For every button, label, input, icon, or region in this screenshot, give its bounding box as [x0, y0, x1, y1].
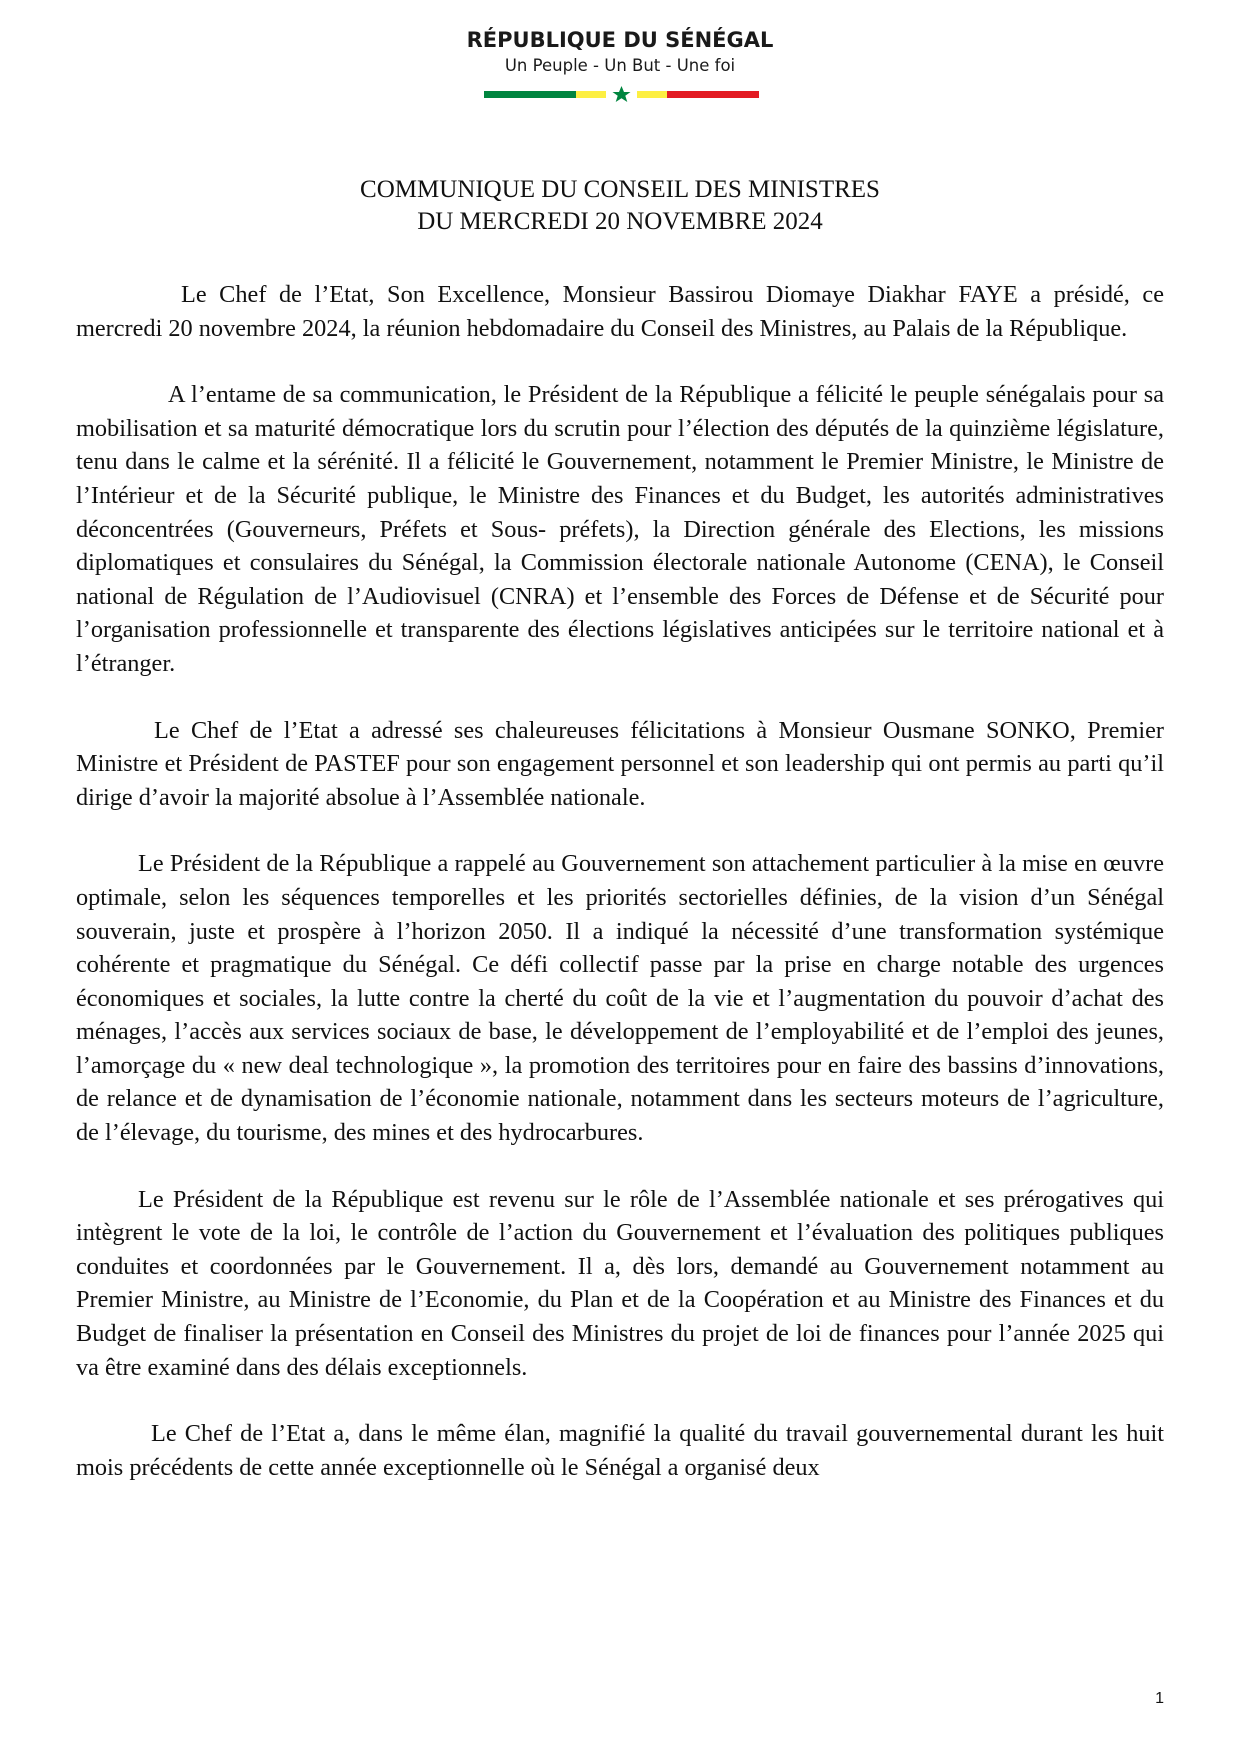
flag-green-stripe: [484, 91, 576, 98]
flag-yellow-stripe-left: [576, 91, 606, 98]
paragraph-vision-2050: Le Président de la République a rappelé au Gouvernement son attachement particulier à la mise en œuvre optimale, selon les séquences temporelles et les priorités sectorielles définies, de la vision d’un Sénégal souverain, juste et prospère à l’horizon 2050. Il a indiqué la nécessité d’une transformation systémique cohérente et pragmatique du Sénégal. Ce défi collectif passe par la prise en charge notable des urgences économiques et sociales, la lutte contre la cherté du coût de la vie et l’augmentation du pouvoir d’achat des ménages, l’accès aux services sociaux de base, le développement de l’employabilité et de l’emploi des jeunes, l’amorçage du « new deal technologique », la promotion des territoires pour en faire des bassins d’innovations, de relance et de dynamisation de l’économie nationale, notamment dans les secteurs moteurs de l’agriculture, de l’élevage, du tourisme, des mines et des hydrocarbures.: [76, 850, 1164, 1147]
flag-star-icon: [613, 86, 631, 102]
page-number: 1: [1155, 1690, 1164, 1707]
flag-yellow-stripe-right: [637, 91, 667, 98]
flag-red-stripe: [667, 91, 759, 98]
national-motto: Un Peuple - Un But - Une foi: [504, 56, 736, 75]
title-line-1: COMMUNIQUE DU CONSEIL DES MINISTRES: [360, 176, 880, 203]
document-title: [0, 174, 1240, 238]
flag-star-bar-icon: [484, 86, 759, 102]
letterhead: [0, 26, 1240, 77]
paragraph-sonko: Le Chef de l’Etat a adressé ses chaleureuses félicitations à Monsieur Ousmane SONKO, Premier Ministre et Président de PASTEF pour son engagement personnel et son leadership qui ont permis au parti qu’il dirige d’avoir la majorité absolue à l’Assemblée nationale.: [76, 716, 1164, 811]
communique-body: [76, 278, 1164, 1517]
title-line-2: DU MERCREDI 20 NOVEMBRE 2024: [417, 208, 823, 235]
country-name: RÉPUBLIQUE DU SÉNÉGAL: [466, 28, 774, 52]
paragraph-assemblee: Le Président de la République est revenu sur le rôle de l’Assemblée nationale et ses prérogatives qui intègrent le vote de la loi, le contrôle de l’action du Gouvernement et l’évaluation des politiques publiques conduites et coordonnées par le Gouvernement. Il a, dès lors, demandé au Gouvernement notamment au Premier Ministre, au Ministre de l’Economie, du Plan et de la Coopération et au Ministre des Finances et du Budget de finaliser la présentation en Conseil des Ministres du projet de loi de finances pour l’année 2025 qui va être examiné dans des délais exceptionnels.: [76, 1185, 1164, 1381]
paragraph-elections: A l’entame de sa communication, le Président de la République a félicité le peuple sénégalais pour sa mobilisation et sa maturité démocratique lors du scrutin pour l’élection des députés de la quinzième législature, tenu dans le calme et la sérénité. Il a félicité le Gouvernement, notamment le Premier Ministre, le Ministre de l’Intérieur et de la Sécurité publique, le Ministre des Finances et du Budget, les autorités administratives déconcentrées (Gouverneurs, Préfets et Sous- préfets), la Direction générale des Elections, les missions diplomatiques et consulaires du Sénégal, la Commission électorale nationale Autonome (CENA), le Conseil national de Régulation de l’Audiovisuel (CNRA) et l’ensemble des Forces de Défense et de Sécurité pour l’organisation professionnelle et transparente des élections législatives anticipées sur le territoire national et à l’étranger.: [76, 381, 1164, 677]
paragraph-travail-gouvernemental: Le Chef de l’Etat a, dans le même élan, magnifié la qualité du travail gouvernemental durant les huit mois précédents de cette année exceptionnelle où le Sénégal a organisé deux: [76, 1420, 1164, 1481]
paragraph-opening: Le Chef de l’Etat, Son Excellence, Monsieur Bassirou Diomaye Diakhar FAYE a présidé, ce mercredi 20 novembre 2024, la réunion hebdomadaire du Conseil des Ministres, au Palais de la République.: [76, 281, 1164, 342]
